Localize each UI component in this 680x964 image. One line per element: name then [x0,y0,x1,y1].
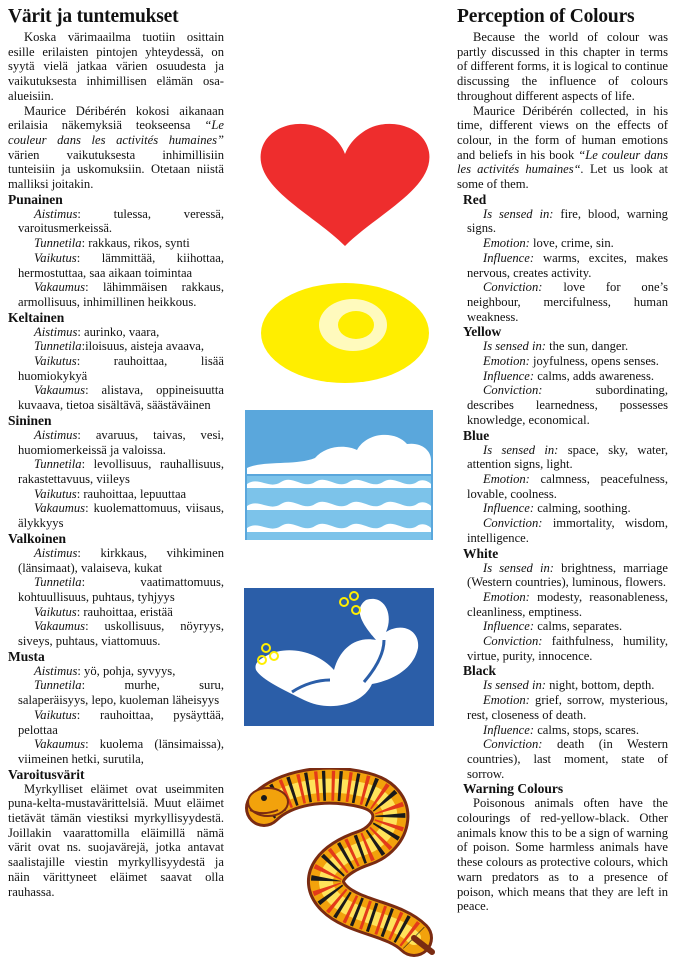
attribute-key: Emotion: [483,236,530,251]
attribute-line [457,251,668,280]
attribute-value: rakkaus, rikos, synti [88,236,190,251]
english-warning-text: Poisonous animals often have the colourings of red-yellow-black. Other animals know this to be a sign of warning of poison. Some harmless animals have these colours as protective colours, which warn predators as to a presence of poison, which means that they are left in peace. [457,796,668,914]
attribute-separator [542,634,551,648]
attribute-value: death (in Western countries), last moment, state of sorrow. [467,737,668,781]
attribute-value: love for one’s neighbour, mercifulness, human weakness. [467,280,668,324]
attribute-value: alistava, oppineisuutta kuvaava, tietoa sisältävä, säästäväinen [18,383,224,413]
attribute-separator: : [76,354,114,369]
attribute-line [457,737,668,781]
attribute-value: murhe, suru, salaperäisyys, lepo, kuoleman läheisyys [18,678,224,708]
attribute-key: Aistimus [34,324,78,339]
attribute-line [8,280,224,309]
attribute-line [8,325,224,340]
attribute-separator: : [81,678,125,693]
attribute-line [8,619,224,648]
attribute-key: Vaikutus [34,604,77,619]
attribute-line [457,443,668,472]
attribute-key: Conviction: [483,383,543,398]
attribute-value: modesty, reasonableness, cleanliness, emptiness. [467,589,668,619]
attribute-value: calms, stops, scares. [537,722,639,737]
attribute-key: Emotion: [483,589,530,604]
attribute-line [8,339,224,354]
attribute-value: calms, adds awareness. [537,368,655,383]
attribute-line [8,546,224,575]
attribute-line [457,561,668,590]
attribute-key: Aistimus [34,663,78,678]
attribute-line [457,236,668,251]
book-title: “Le couleur dans les activités humaines” [8,118,225,147]
finnish-intro-paragraph: Koska värimaailma tuotiin osittain esille erilaisten pintojen yhteydessä, on syytä vielä jatkaa värien osuudesta ja vaikutuksesta inhimillisen elämän osa-alueisiin. [8,30,224,103]
section-heading: Keltainen [8,309,65,325]
attribute-value: rauhoittaa, pysäyttää, pelottaa [18,707,224,737]
attribute-line [8,236,224,251]
attribute-separator: : [81,339,86,354]
attribute-line [457,383,668,427]
english-warning-heading: Warning Colours [463,781,564,797]
attribute-value: tulessa, veressä, varoitusmerkeissä. [18,206,224,236]
attribute-separator [558,443,567,457]
attribute-value: calming, soothing. [537,501,631,516]
attribute-line [457,339,668,354]
attribute-separator: : [85,737,100,752]
attribute-key: Tunnetila [34,236,82,251]
attribute-line [8,664,224,679]
attribute-separator [542,280,563,294]
sun-icon [255,280,435,386]
attribute-key: Conviction: [483,737,543,752]
attribute-value: avaruus, taivas, vesi, huomiomerkeissä ja valoissa. [18,427,224,457]
attribute-key: Vakaumus [34,737,86,752]
attribute-line [457,590,668,619]
attribute-line [457,472,668,501]
attribute-separator: : [85,619,105,634]
attribute-separator: : [85,383,102,398]
attribute-separator: : [85,280,103,295]
attribute-key: Is sensed in: [483,206,554,221]
attribute-separator [542,516,552,530]
attribute-key: Is sensed in: [483,678,546,693]
attribute-line [8,251,224,280]
attribute-key: Aistimus [34,206,78,221]
attribute-key: Aistimus [34,545,78,560]
attribute-separator: : [81,575,141,590]
attribute-key: Emotion: [483,354,530,369]
attribute-key: Conviction: [483,516,543,531]
attribute-key: Aistimus [34,427,78,442]
attribute-line [8,678,224,707]
attribute-separator: : [85,501,94,516]
english-title: Perception of Colours [457,6,635,27]
attribute-value: uskollisuus, nöyryys, siveys, puhtaus, viattomuus. [18,619,224,649]
section-heading: Sininen [8,412,52,428]
attribute-line [457,501,668,516]
finnish-sections [8,192,224,767]
attribute-value: immortality, wisdom, intelligence. [467,516,668,545]
section-heading: Black [463,663,497,679]
attribute-value: the sun, danger. [549,339,629,354]
section-heading: White [463,545,499,561]
sky-waves-icon [245,410,433,540]
attribute-separator: : [76,486,84,501]
attribute-value: calmness, peacefulness, lovable, coolness. [467,471,668,501]
attribute-key: Influence: [483,619,535,634]
attribute-key: Vaikutus [34,354,77,369]
attribute-separator: : [77,545,101,560]
attribute-value: subordinating, describes learnedness, possesses knowledge, economical. [467,383,668,427]
attribute-value: lämmittää, kiihottaa, hermostuttaa, saa aikaan toimintaa [18,250,224,280]
attribute-key: Is sensed in: [483,339,546,354]
section-heading: Yellow [463,324,502,340]
attribute-value: love, crime, sin. [533,236,614,251]
attribute-value: joyfulness, opens senses. [533,354,659,369]
attribute-value: space, sky, water, attention signs, light. [467,442,668,472]
english-intro-paragraph-2: Maurice Déribérén collected, in his time, different views on the effects of colour, in the form of human emotions and beliefs in his book “Le couleur dans les activités humaines“. Let us look at some of them. [457,103,669,192]
attribute-value: rauhoittaa, lepuuttaa [83,486,187,501]
attribute-key: Vakaumus [34,501,86,516]
attribute-separator: : [76,707,100,722]
attribute-key: Tunnetila [34,575,82,590]
attribute-separator: : [81,457,94,472]
attribute-line [457,634,668,663]
attribute-line [8,575,224,604]
section-heading: Valkoinen [8,530,67,546]
attribute-key: Influence: [483,250,535,265]
attribute-key: Tunnetila [34,457,82,472]
attribute-value: rauhoittaa, eristää [83,604,173,619]
attribute-key: Tunnetila [34,339,82,354]
attribute-value: kirkkaus, vihkiminen (länsimaat), valaiseva, kukat [18,545,224,575]
attribute-value: kuolemattomuus, viisaus, älykkyys [18,501,224,531]
attribute-line [457,369,668,384]
attribute-value: aurinko, vaara, [84,324,160,339]
attribute-key: Emotion: [483,471,530,486]
finnish-title: Värit ja tuntemukset [8,6,179,27]
attribute-key: Influence: [483,368,535,383]
attribute-line [8,383,224,412]
attribute-value: yö, pohja, syvyys, [84,663,176,678]
attribute-key: Vaikutus [34,707,77,722]
attribute-line [457,280,668,324]
attribute-value: kuolema (länsimaissa), viimeinen hetki, surutila, [18,737,224,766]
english-intro-paragraph: Because the world of colour was partly discussed in this chapter in terms of different forms, it is logical to continue discussing the influence of colours throughout different aspects of life. [457,30,669,103]
attribute-separator: : [76,250,102,265]
attribute-key: Conviction: [483,280,543,295]
attribute-key: Tunnetila [34,678,82,693]
attribute-key: Vakaumus [34,383,86,398]
attribute-value: calms, separates. [537,619,623,634]
attribute-separator [530,590,537,604]
attribute-line [457,516,668,545]
attribute-separator [530,472,541,486]
attribute-separator: : [77,206,114,221]
finnish-intro-paragraph-2: Maurice Déribérén kokosi aikanaan erilaisia näkemyksiä teokseensa “Le couleur dans les activités humaines” värien vaikutuksesta inhimillisiin tunteisiin ja uskomuksiin. Otetaan niistä malliksi joitakin. [8,103,225,192]
attribute-line [8,428,224,457]
attribute-separator [534,251,543,265]
attribute-separator: : [81,236,89,251]
attribute-value: rauhoittaa, lisää huomiokykyä [18,354,224,383]
attribute-value: brightness, marriage (Western countries), luminous, flowers. [467,560,668,590]
attribute-key: Influence: [483,722,535,737]
attribute-key: Is sensed in: [483,560,554,575]
attribute-key: Is sensed in: [483,442,559,457]
attribute-separator: : [76,604,84,619]
attribute-value: iloisuus, aisteja avaava, [85,339,204,354]
attribute-key: Emotion: [483,693,530,708]
attribute-line [8,487,224,502]
attribute-value: grief, sorrow, mysterious, rest, closeness of death. [467,693,668,722]
english-sections [457,192,668,782]
attribute-line [457,693,668,722]
attribute-separator [542,383,595,397]
attribute-line [457,354,668,369]
attribute-key: Influence: [483,501,535,516]
english-column [457,6,668,914]
finnish-warning-text: Myrkylliset eläimet ovat useimmiten puna-kelta-mustavärittelsiä. Muut eläimet tietävät tämän viestiksi myrkyllisyydestä. Joillakin vaarattomilla eläimillä nämä värit ovat ns. suojavärejä, jotka antavat saalistajille viestin myrkyllisyydestä ja näin värittyneet eläimet saavat olla rauhassa. [8,781,224,899]
attribute-line [8,501,224,530]
heart-icon [253,118,437,248]
section-heading: Blue [463,427,490,443]
attribute-separator: : [77,427,96,442]
attribute-line [457,723,668,738]
attribute-key: Vakaumus [34,280,86,295]
attribute-line [8,457,224,486]
attribute-line [8,207,224,236]
finnish-column [8,6,224,899]
section-heading: Red [463,191,487,207]
attribute-value: lähimmäisen rakkaus, armollisuus, inhimillinen heikkous. [18,280,224,309]
attribute-key: Vaikutus [34,486,77,501]
attribute-line [457,678,668,693]
attribute-line [8,737,224,766]
attribute-key: Vakaumus [34,619,86,634]
attribute-line [457,619,668,634]
attribute-value: night, bottom, depth. [549,678,655,693]
book-title: “Le couleur dans les activités humaines“. [457,147,669,177]
section-heading: Musta [8,648,45,664]
snake-icon [244,768,444,958]
attribute-line [8,354,224,383]
attribute-separator: : [77,663,85,678]
attribute-key: Vaikutus [34,250,77,265]
attribute-value: vaatimattomuus, kohtuullisuus, puhtaus, tyhjyys [18,575,224,604]
section-heading: Punainen [8,191,63,207]
swan-icon [244,588,434,726]
attribute-key: Conviction: [483,634,543,649]
attribute-value: warms, excites, makes nervous, creates activity. [467,250,668,280]
attribute-separator [542,737,557,751]
attribute-line [8,605,224,620]
attribute-separator: : [77,324,85,339]
attribute-line [8,708,224,737]
attribute-line [457,207,668,236]
attribute-value: levollisuus, rauhallisuus, rakastettavuus, viileys [18,457,224,486]
attribute-value: faithfulness, humility, virtue, purity, innocence. [467,634,668,663]
finnish-warning-heading: Varoitusvärit [8,766,85,782]
attribute-value: fire, blood, warning signs. [467,206,668,236]
